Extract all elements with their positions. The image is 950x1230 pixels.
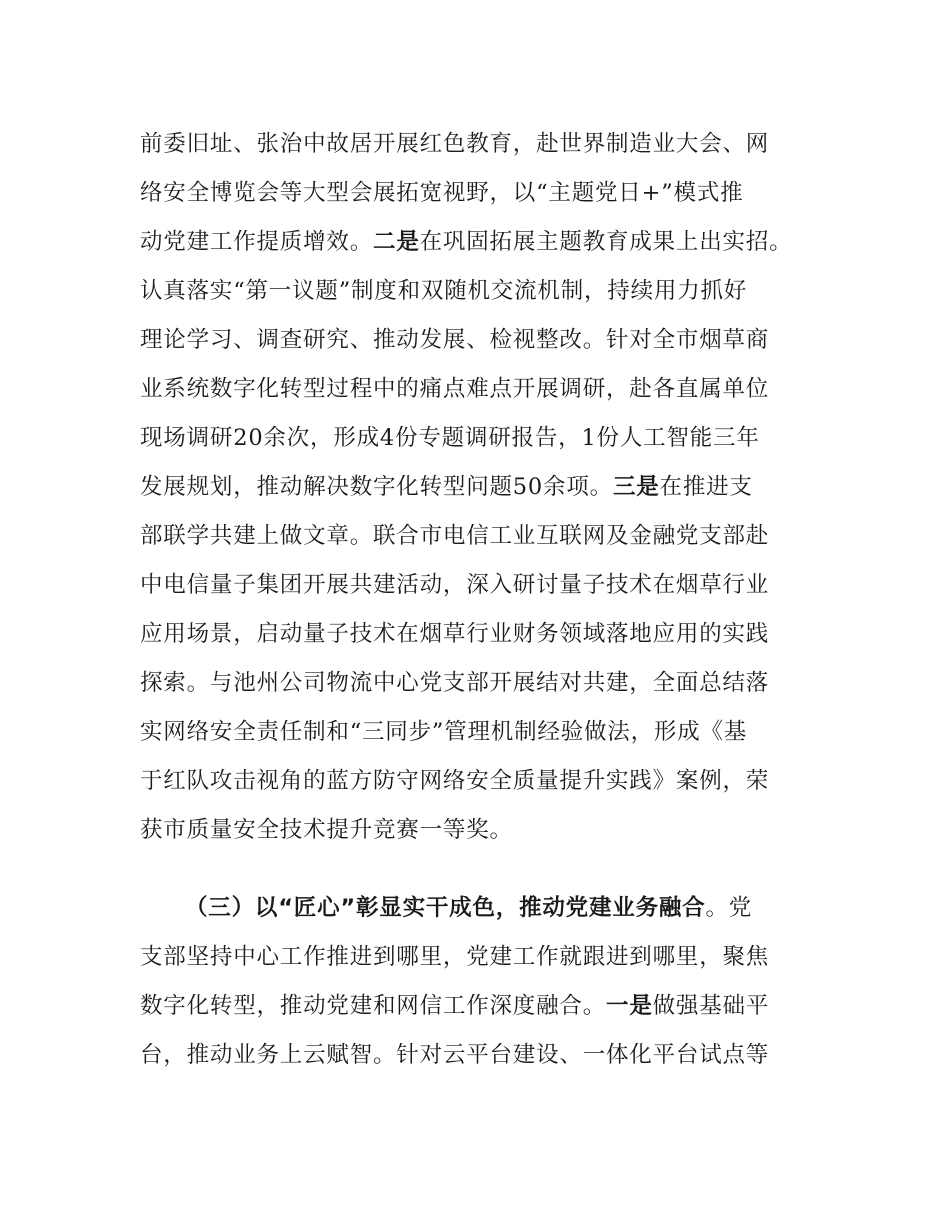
text-line: 络安全博览会等大型会展拓宽视野，以“主题党日+”模式推 bbox=[140, 180, 744, 206]
text-line: 于红队攻击视角的蓝方防守网络安全质量提升实践》案例，荣 bbox=[140, 768, 770, 794]
text-line bbox=[140, 991, 769, 1021]
text-span: 做强基础平 bbox=[652, 993, 770, 1019]
text-line: 实网络安全责任制和“三同步”管理机制经验做法，形成《基 bbox=[140, 719, 748, 745]
text-line: 前委旧址、张治中故居开展红色教育，赴世界制造业大会、网 bbox=[140, 131, 770, 157]
text-line: 部联学共建上做文章。联合市电信工业互联网及金融党支部赴 bbox=[140, 523, 770, 549]
enumeration-marker: 二是 bbox=[373, 229, 420, 255]
text-line bbox=[140, 227, 792, 257]
text-span: 发展规划，推动解决数字化转型问题50余项。 bbox=[140, 474, 613, 500]
text-line: 支部坚持中心工作推进到哪里，党建工作就跟进到哪里，聚焦 bbox=[140, 944, 770, 970]
text-line: 现场调研20余次，形成4份专题调研报告，1份人工智能三年 bbox=[140, 425, 760, 451]
text-span: 在推进支 bbox=[659, 474, 753, 500]
text-line: 台，推动业务上云赋智。针对云平台建设、一体化平台试点等 bbox=[140, 1042, 770, 1068]
text-span: 数字化转型，推动党建和网信工作深度融合。 bbox=[140, 993, 607, 1019]
enumeration-marker: 三是 bbox=[612, 474, 660, 500]
text-line: 理论学习、调查研究、推动发展、检视整改。针对全市烟草商 bbox=[140, 327, 770, 353]
text-line: 获市质量安全技术提升竞赛一等奖。 bbox=[140, 817, 513, 843]
text-span: 动党建工作提质增效。 bbox=[140, 229, 374, 255]
text-span: 在巩固拓展主题教育成果上出实招。 bbox=[419, 229, 793, 255]
enumeration-marker: 一是 bbox=[606, 993, 653, 1019]
text-line: 认真落实“第一议题”制度和双随机交流机制，持续用力抓好 bbox=[140, 278, 748, 304]
text-line: 业系统数字化转型过程中的痛点难点开展调研，赴各直属单位 bbox=[140, 376, 770, 402]
text-line: 探索。与池州公司物流中心党支部开展结对共建，全面总结落 bbox=[140, 670, 770, 696]
text-line: 中电信量子集团开展共建活动，深入研讨量子技术在烟草行业 bbox=[140, 572, 770, 598]
section-heading: （三）以“匠心”彰显实干成色，推动党建业务融合 bbox=[185, 895, 706, 921]
text-span: 。党 bbox=[705, 895, 753, 921]
text-line: 应用场景，启动量子技术在烟草行业财务领域落地应用的实践 bbox=[140, 621, 770, 647]
text-line bbox=[140, 472, 753, 502]
section-heading-line bbox=[185, 893, 752, 923]
